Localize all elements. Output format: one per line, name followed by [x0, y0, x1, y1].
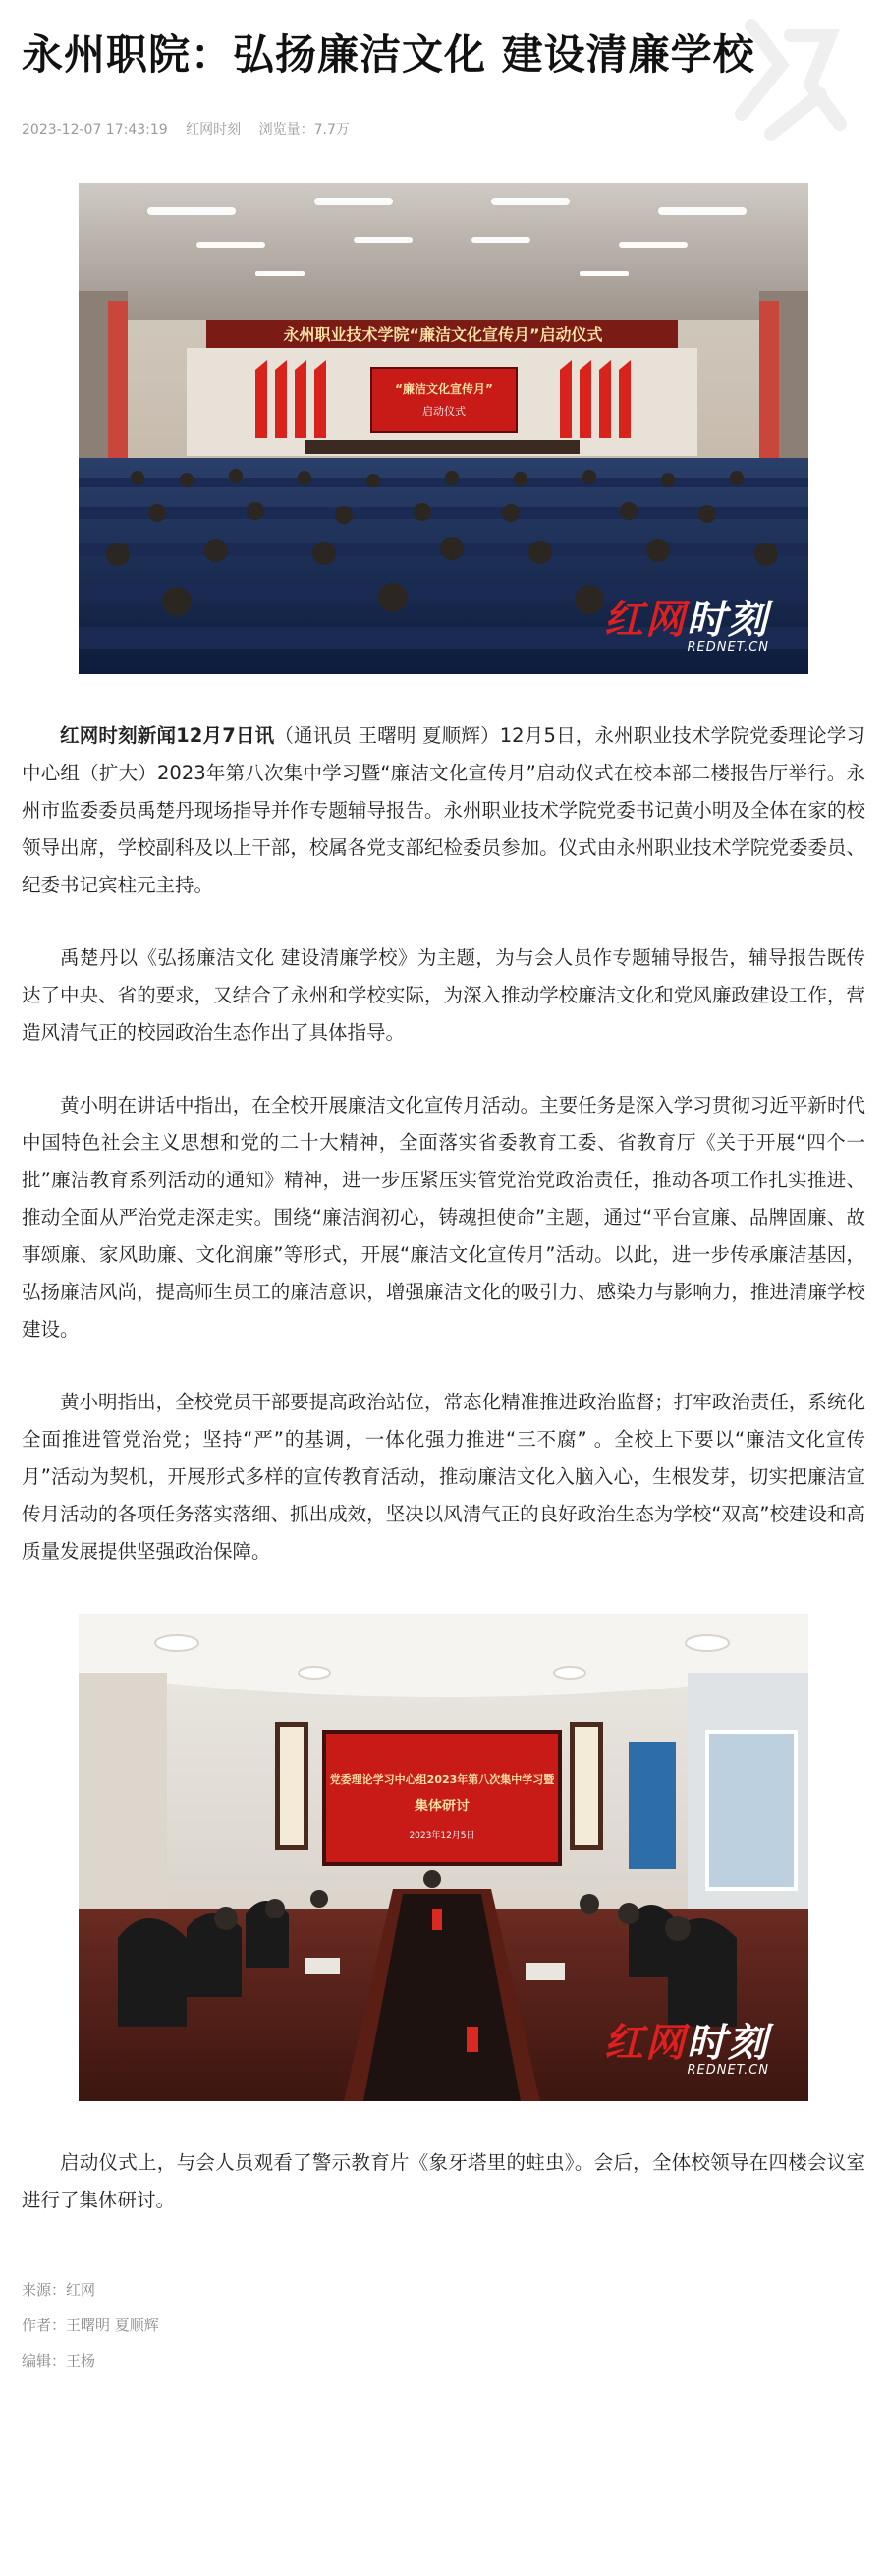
- paragraph-5: 启动仪式上，与会人员观看了警示教育片《象牙塔里的蛀虫》。会后，全体校领导在四楼会议室进行了集体研讨。: [22, 2151, 865, 2211]
- article-meta: [22, 120, 865, 140]
- views-label: 浏览量：: [258, 122, 314, 138]
- paragraph-2: 禹楚丹以《弘扬廉洁文化 建设清廉学校》为主题，为与会人员作专题辅导报告，辅导报告既传达了中央、省的要求，又结合了永州和学校实际，为深入推动学校廉洁文化和党风廉政建设工作，营造风清气正的校园政治生态作出了具体指导。: [22, 946, 865, 1044]
- rednet-logo-text-2: [604, 2022, 769, 2065]
- views-value: 7.7万: [313, 122, 350, 138]
- article-footer: [22, 2272, 865, 2398]
- footer-source: [22, 2272, 865, 2308]
- rednet-domain-2: REDNET.CN: [687, 2063, 769, 2078]
- logo-shike: 时刻: [687, 598, 769, 643]
- screen-line-1: 党委理论学习中心组2023年第八次集中学习暨: [329, 1773, 555, 1786]
- rednet-logo-text: [604, 599, 769, 642]
- source-tag: 红网时刻: [186, 122, 242, 138]
- footer-source-label: 来源：: [22, 2281, 67, 2299]
- footer-author-value: 王曙明 夏顺辉: [66, 2317, 159, 2334]
- footer-author-label: 作者：: [22, 2317, 67, 2334]
- publish-date: 2023-12-07 17:43:19: [22, 122, 168, 138]
- article-title: 永州职院：弘扬廉洁文化 建设清廉学校: [22, 30, 755, 79]
- dateline: 红网时刻新闻12月7日讯: [60, 724, 275, 747]
- paragraph-1: [22, 717, 865, 904]
- screen-title-text: “廉洁文化宣传月”: [395, 382, 493, 396]
- footer-editor-value: 王杨: [66, 2352, 96, 2370]
- rednet-watermark-2: [604, 2022, 769, 2078]
- footer-editor-label: 编辑：: [22, 2352, 67, 2370]
- logo-shike-2: 时刻: [687, 2021, 769, 2066]
- view-count: [259, 122, 350, 138]
- logo-hong: 红网: [604, 598, 687, 643]
- stage-banner-text: 永州职业技术学院“廉洁文化宣传月”启动仪式: [283, 325, 603, 344]
- screen-sub-text: 启动仪式: [422, 405, 466, 418]
- paragraph-1-body: （通讯员 王曙明 夏顺辉）12月5日，永州职业技术学院党委理论学习中心组（扩大）2023年第八次集中学习暨“廉洁文化宣传月”启动仪式在校本部二楼报告厅举行。永州市监委委员禹楚丹现场指导并作专题辅导报告。永州职业技术学院党委书记黄小明及全体在家的校领导出席，学校副科及以上干部，校属各党支部纪检委员参加。仪式由永州职业技术学院党委委员、纪委书记宾柱元主持。: [22, 724, 865, 896]
- rednet-watermark: [604, 599, 769, 655]
- footer-editor: [22, 2343, 865, 2378]
- logo-hong-2: 红网: [604, 2021, 687, 2066]
- article-photo-meeting: [79, 1614, 808, 2101]
- footer-source-value: 红网: [66, 2281, 96, 2299]
- screen-line-2: 集体研讨: [415, 1799, 470, 1814]
- article-photo-auditorium: [79, 183, 808, 674]
- paragraph-4: 黄小明指出，全校党员干部要提高政治站位，常态化精准推进政治监督；打牢政治责任，系统化全面推进管党治党；坚持“严”的基调，一体化强力推进“三不腐” 。全校上下要以“廉洁文化宣传月”活动为契机，开展形式多样的宣传教育活动，推动廉洁文化入脑入心，生根发芽，切实把廉洁宣传月活动的各项任务落实落细、抓出成效，坚决以风清气正的良好政治生态为学校“双高”校建设和高质量发展提供坚强政治保障。: [22, 1391, 865, 1563]
- footer-author: [22, 2308, 865, 2343]
- paragraph-3: 黄小明在讲话中指出，在全校开展廉洁文化宣传月活动。主要任务是深入学习贯彻习近平新时代中国特色社会主义思想和党的二十大精神，全面落实省委教育工委、省教育厅《关于开展“四个一批”廉洁教育系列活动的通知》精神，进一步压紧压实管党治党政治责任，推动各项工作扎实推进、推动全面从严治党走深走实。围绕“廉洁润初心，铸魂担使命”主题，通过“平台宣廉、品牌固廉、故事颂廉、家风助廉、文化润廉”等形式，开展“廉洁文化宣传月”活动。以此，进一步传承廉洁基因，弘扬廉洁风尚，提高师生员工的廉洁意识，增强廉洁文化的吸引力、感染力与影响力，推进清廉学校建设。: [22, 1094, 865, 1341]
- rednet-domain: REDNET.CN: [687, 640, 769, 655]
- screen-line-3: 2023年12月5日: [409, 1831, 475, 1841]
